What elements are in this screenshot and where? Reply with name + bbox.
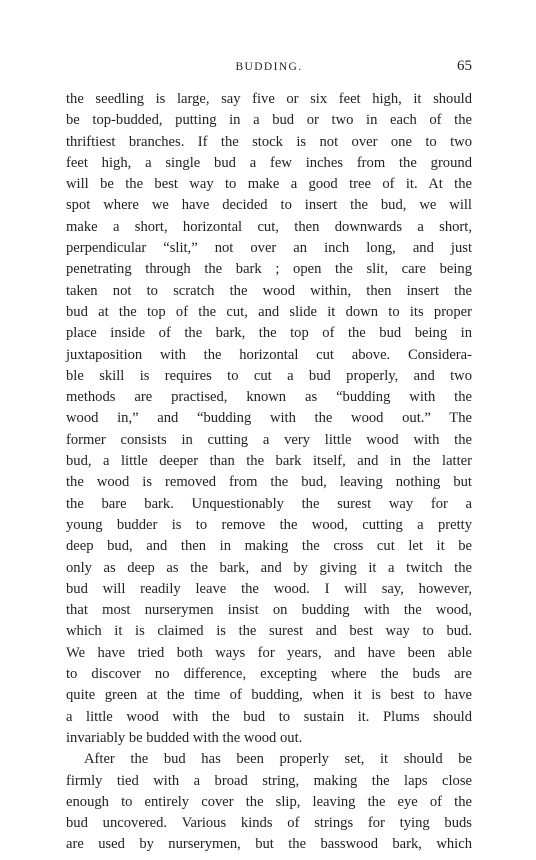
running-head	[66, 58, 472, 78]
text-line: are used by nurserymen, but the basswood bark, which	[66, 836, 472, 853]
text-line: wood in,” and “budding with the wood out.” The	[66, 410, 472, 427]
text-line: that most nurserymen insist on budding with the wood,	[66, 602, 472, 619]
text-line: ble skill is requires to cut a bud properly, and two	[66, 367, 472, 384]
text-line: bud at the top of the cut, and slide it down to its proper	[66, 303, 472, 320]
text-line: former consists in cutting a very little wood with the	[66, 431, 472, 448]
page-number: 65	[457, 58, 472, 74]
text-line: spot where we have decided to insert the bud, we will	[66, 197, 472, 214]
text-line: bud uncovered. Various kinds of strings for tying buds	[66, 815, 472, 832]
text-line: only as deep as the bark, and by giving it a twitch the	[66, 559, 472, 576]
text-line: a little wood with the bud to sustain it. Plums should	[66, 708, 472, 725]
text-line: quite green at the time of budding, when it is best to have	[66, 687, 472, 704]
text-line: deep bud, and then in making the cross cut let it be	[66, 538, 472, 555]
text-line: make a short, horizontal cut, then downwards a short,	[66, 218, 472, 235]
text-line: which it is claimed is the surest and best way to bud.	[66, 623, 472, 640]
text-line: juxtaposition with the horizontal cut above. Considera-	[66, 346, 472, 363]
text-line: the wood is removed from the bud, leaving nothing but	[66, 474, 472, 491]
text-line: the seedling is large, say five or six feet high, it should	[66, 91, 472, 107]
text-line: taken not to scratch the wood within, then insert the	[66, 282, 472, 299]
text-line: methods are practised, known as “budding with the	[66, 389, 472, 406]
text-line: to discover no difference, excepting where the buds are	[66, 666, 472, 683]
body-text	[66, 89, 472, 856]
text-line: the bare bark. Unquestionably the surest way for a	[66, 495, 472, 512]
text-line: be top-budded, putting in a bud or two in each of the	[66, 112, 472, 129]
text-line: perpendicular “slit,” not over an inch long, and just	[66, 240, 472, 257]
text-line: enough to entirely cover the slip, leaving the eye of the	[66, 793, 472, 810]
text-line: firmly tied with a broad string, making the laps close	[66, 772, 472, 789]
text-line: bud will readily leave the wood. I will say, however,	[66, 580, 472, 597]
text-line: young budder is to remove the wood, cutting a pretty	[66, 516, 472, 533]
text-line: We have tried both ways for years, and have been able	[66, 644, 472, 661]
text-line: penetrating through the bark ; open the slit, care being	[66, 261, 472, 278]
paragraph-end-line: invariably be budded with the wood out.	[66, 729, 303, 746]
text-line: feet high, a single bud a few inches from the ground	[66, 154, 472, 171]
paragraph-start-line: After the bud has been properly set, it should be	[84, 751, 472, 768]
text-line: thriftiest branches. If the stock is not over one to two	[66, 133, 472, 150]
text-line: bud, a little deeper than the bark itself, and in the latter	[66, 453, 472, 470]
running-title: BUDDING.	[235, 61, 303, 73]
text-line: will be the best way to make a good tree of it. At the	[66, 176, 472, 193]
text-line: place inside of the bark, the top of the bud being in	[66, 325, 472, 342]
